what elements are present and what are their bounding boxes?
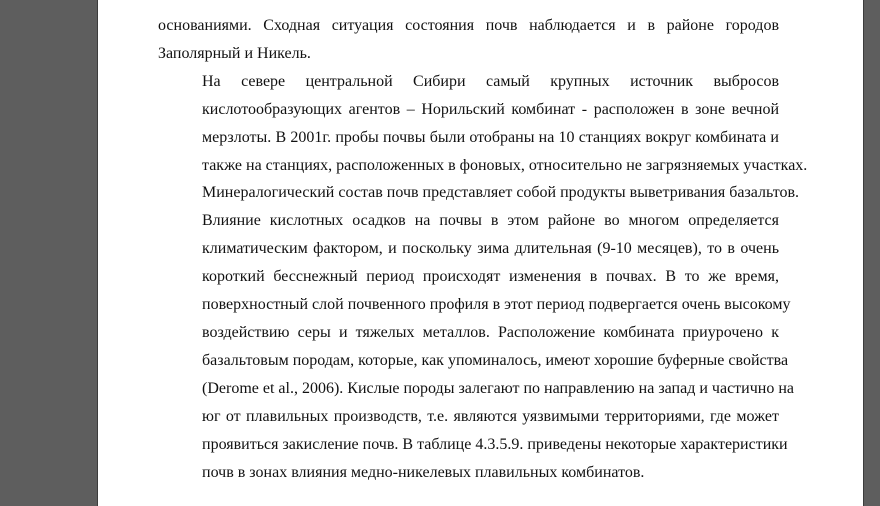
text-line: короткий бесснежный период происходят изменения в почвах. В то же время, — [202, 268, 779, 286]
paragraph-1 — [158, 12, 779, 68]
text-line: поверхностный слой почвенного профиля в этот период подвергается очень высокому — [202, 296, 791, 314]
text-line: воздействию серы и тяжелых металлов. Расположение комбината приурочено к — [202, 323, 779, 341]
text-line: климатическим фактором, и поскольку зима длительная (9-10 месяцев), то в очень — [202, 240, 779, 258]
document-page — [97, 0, 864, 506]
text-line: (Derome et al., 2006). Кислые породы залегают по направлению на запад и частично на — [202, 379, 794, 397]
text-line: Минералогический состав почв представляет собой продукты выветривания базальтов. — [202, 184, 800, 202]
paragraph-3 — [158, 207, 794, 486]
text-line: юг от плавильных производств, т.е. являются уязвимыми территориями, где может — [202, 407, 779, 425]
text-line: проявиться закисление почв. В таблице 4.3.5.9. приведены некоторые характеристики — [202, 435, 788, 453]
text-line: Влияние кислотных осадков на почвы в этом районе во многом определяется — [202, 212, 779, 230]
text-line: На севере центральной Сибири самый крупных источник выбросов — [202, 72, 779, 90]
text-line: основаниями. Сходная ситуация состояния почв наблюдается и в районе городов — [158, 17, 779, 34]
paragraph-2 — [158, 68, 808, 208]
text-line: Заполярный и Никель. — [158, 44, 311, 62]
text-line: также на станциях, расположенных в фоновых, относительно не загрязняемых участках. — [202, 156, 808, 174]
text-line: базальтовым породам, которые, как упоминалось, имеют хорошие буферные свойства — [202, 351, 789, 369]
text-line: мерзлоты. В 2001г. пробы почвы были отобраны на 10 станциях вокруг комбината и — [202, 128, 779, 146]
text-line: почв в зонах влияния медно-никелевых плавильных комбинатов. — [202, 463, 645, 481]
text-line: кислотообразующих агентов – Норильский комбинат - расположен в зоне вечной — [202, 100, 779, 118]
